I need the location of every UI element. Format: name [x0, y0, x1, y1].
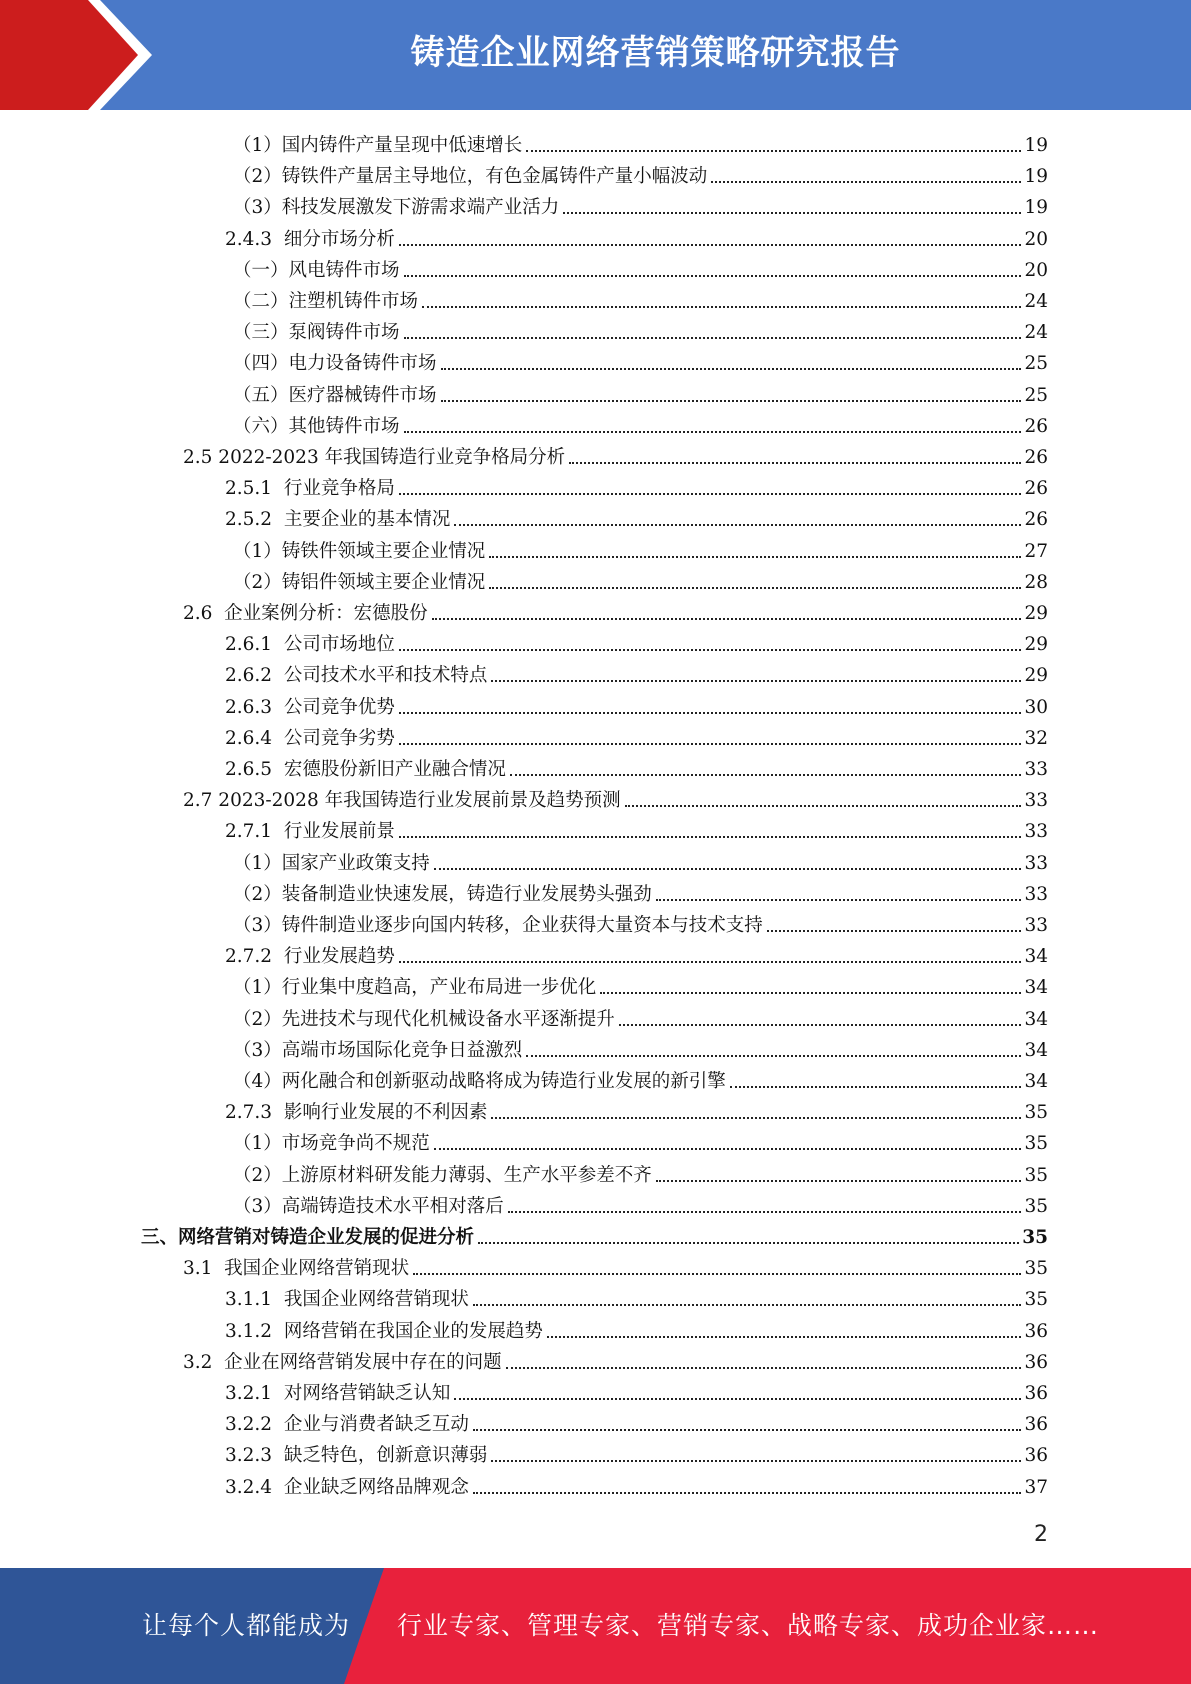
toc-entry-label: （四）电力设备铸件市场	[233, 353, 437, 375]
toc-entry-page: 34	[1024, 1039, 1048, 1061]
toc-dot-leader	[508, 1211, 1022, 1213]
page-footer	[0, 1568, 1191, 1684]
toc-dot-leader	[399, 743, 1022, 745]
toc-entry-label: 2.5.1 行业竞争格局	[225, 478, 395, 500]
toc-entry[interactable]	[233, 282, 1048, 313]
toc-entry-label: （1）市场竞争尚不规范	[233, 1133, 430, 1155]
toc-entry[interactable]	[225, 220, 1048, 251]
toc-dot-leader	[510, 774, 1022, 776]
toc-entry-label: 2.7 2023-2028 年我国铸造行业发展前景及趋势预测	[183, 790, 621, 812]
toc-entry-label: （二）注塑机铸件市场	[233, 291, 419, 312]
report-title: 铸造企业网络营销策略研究报告	[410, 33, 901, 73]
toc-entry[interactable]	[233, 1156, 1048, 1187]
toc-dot-leader	[422, 306, 1021, 308]
toc-entry-label: 2.6.3 公司竞争优势	[225, 696, 395, 718]
toc-entry[interactable]	[225, 625, 1048, 656]
toc-entry-page: 36	[1024, 1445, 1048, 1467]
toc-dot-leader	[489, 587, 1021, 589]
toc-entry-label: （2）装备制造业快速发展，铸造行业发展势头强劲	[233, 883, 652, 905]
toc-entry-label: （2）先进技术与现代化机械设备水平逐渐提升	[233, 1008, 615, 1030]
toc-entry-label: （一）风电铸件市场	[233, 259, 400, 281]
toc-dot-leader	[478, 1242, 1019, 1244]
toc-dot-leader	[399, 244, 1022, 246]
toc-dot-leader	[526, 1055, 1021, 1057]
toc-entry-label: 3.1.1 我国企业网络营销现状	[225, 1289, 469, 1311]
toc-entry-page: 33	[1024, 821, 1048, 843]
toc-entry-label: 3.2.1 对网络营销缺乏认知	[225, 1383, 451, 1404]
toc-entry[interactable]	[233, 1062, 1048, 1093]
toc-entry[interactable]	[233, 1187, 1048, 1218]
toc-dot-leader	[432, 618, 1022, 620]
toc-entry-page: 35	[1024, 1133, 1048, 1155]
toc-entry-page: 24	[1024, 291, 1048, 312]
toc-entry[interactable]	[183, 594, 1048, 625]
toc-dot-leader	[619, 1024, 1022, 1026]
toc-entry-label: 2.5 2022-2023 年我国铸造行业竞争格局分析	[183, 447, 566, 468]
toc-entry[interactable]	[225, 937, 1048, 968]
toc-entry[interactable]	[233, 532, 1048, 563]
toc-entry-page: 35	[1022, 1227, 1048, 1248]
toc-entry[interactable]	[225, 656, 1048, 687]
toc-entry-label: （2）上游原材料研发能力薄弱、生产水平参差不齐	[233, 1164, 652, 1186]
toc-dot-leader	[767, 930, 1022, 932]
toc-entry-page: 20	[1024, 259, 1048, 281]
footer-slogan-right: 行业专家、管理专家、营销专家、战略专家、成功企业家……	[397, 1611, 1100, 1640]
toc-entry-page: 36	[1024, 1383, 1048, 1404]
toc-entry-label: 2.6 企业案例分析：宏德股份	[183, 603, 428, 624]
toc-entry-page: 26	[1024, 478, 1048, 500]
toc-entry-page: 33	[1024, 852, 1048, 874]
toc-dot-leader	[569, 462, 1021, 464]
toc-dot-leader	[473, 1492, 1022, 1494]
toc-entry[interactable]	[141, 1218, 1048, 1249]
toc-dot-leader	[441, 368, 1022, 370]
toc-dot-leader	[399, 961, 1022, 963]
toc-dot-leader	[526, 150, 1021, 152]
toc-entry[interactable]	[225, 719, 1048, 750]
toc-entry-label: 三、网络营销对铸造企业发展的促进分析	[141, 1227, 475, 1248]
toc-dot-leader	[399, 836, 1022, 838]
toc-entry-page: 33	[1024, 915, 1048, 936]
toc-entry-label: 2.4.3 细分市场分析	[225, 228, 395, 250]
toc-dot-leader	[399, 712, 1022, 714]
toc-entry-label: 3.1 我国企业网络营销现状	[183, 1258, 410, 1280]
header-chevron-red	[0, 0, 138, 110]
toc-entry-label: 3.1.2 网络营销在我国企业的发展趋势	[225, 1320, 543, 1342]
toc-entry[interactable]	[233, 251, 1048, 282]
toc-entry-page: 35	[1024, 1102, 1048, 1124]
toc-entry-label: （3）高端铸造技术水平相对落后	[233, 1195, 504, 1217]
toc-entry-page: 33	[1024, 883, 1048, 905]
toc-entry[interactable]	[183, 781, 1048, 812]
toc-dot-leader	[506, 1367, 1022, 1369]
toc-entry-page: 19	[1024, 166, 1048, 188]
toc-entry-page: 29	[1024, 634, 1048, 656]
toc-dot-leader	[489, 556, 1021, 558]
toc-entry-label: 2.5.2 主要企业的基本情况	[225, 509, 451, 531]
toc-dot-leader	[454, 524, 1021, 526]
toc-entry-label: 3.2.3 缺乏特色，创新意识薄弱	[225, 1445, 488, 1467]
toc-entry-label: （1）行业集中度趋高，产业布局进一步优化	[233, 977, 597, 999]
toc-entry[interactable]	[233, 1124, 1048, 1155]
toc-dot-leader	[656, 899, 1022, 901]
toc-entry-label: （1）铸铁件领域主要企业情况	[233, 540, 486, 562]
toc-entry[interactable]	[225, 500, 1048, 531]
toc-entry[interactable]	[225, 812, 1048, 843]
footer-slogan-left: 让每个人都能成为	[142, 1611, 351, 1640]
toc-dot-leader	[399, 649, 1022, 651]
toc-entry-page: 20	[1024, 228, 1048, 250]
toc-entry-label: （3）科技发展激发下游需求端产业活力	[233, 197, 560, 219]
toc-entry-page: 25	[1024, 384, 1048, 406]
toc-entry-page: 34	[1024, 1008, 1048, 1030]
toc-entry-page: 27	[1024, 540, 1048, 562]
toc-entry-page: 25	[1024, 353, 1048, 375]
toc-dot-leader	[404, 337, 1022, 339]
toc-entry[interactable]	[225, 1374, 1048, 1405]
toc-dot-leader	[600, 992, 1021, 994]
toc-entry-label: 2.6.2 公司技术水平和技术特点	[225, 665, 488, 687]
toc-entry-page: 29	[1024, 603, 1048, 624]
page-header	[0, 0, 1191, 110]
toc-entry-page: 32	[1024, 727, 1048, 749]
toc-entry-label: 2.6.4 公司竞争劣势	[225, 727, 395, 749]
toc-dot-leader	[441, 400, 1022, 402]
toc-entry-label: （2）铸铁件产量居主导地位，有色金属铸件产量小幅波动	[233, 166, 708, 188]
toc-dot-leader	[656, 1180, 1022, 1182]
page-number: 2	[1034, 1522, 1048, 1547]
toc-entry[interactable]	[233, 407, 1048, 438]
toc-entry-page: 34	[1024, 1071, 1048, 1092]
header-chevron-decoration	[0, 0, 160, 110]
toc-entry-page: 19	[1024, 197, 1048, 219]
toc-entry[interactable]	[225, 1280, 1048, 1311]
toc-entry-page: 33	[1024, 759, 1048, 780]
toc-entry[interactable]	[233, 1031, 1048, 1062]
toc-entry[interactable]	[233, 313, 1048, 344]
toc-entry[interactable]	[233, 188, 1048, 219]
toc-entry[interactable]	[233, 344, 1048, 375]
toc-entry-label: （三）泵阀铸件市场	[233, 322, 400, 344]
toc-dot-leader	[404, 275, 1022, 277]
toc-entry-page: 34	[1024, 977, 1048, 999]
toc-entry-label: 2.7.1 行业发展前景	[225, 821, 395, 843]
toc-entry-label: 3.2 企业在网络营销发展中存在的问题	[183, 1351, 502, 1373]
toc-dot-leader	[434, 1148, 1022, 1150]
toc-entry[interactable]	[225, 750, 1048, 781]
toc-entry[interactable]	[233, 126, 1048, 157]
toc-dot-leader	[454, 1398, 1021, 1400]
toc-entry[interactable]	[225, 1093, 1048, 1124]
toc-entry[interactable]	[225, 688, 1048, 719]
toc-entry[interactable]	[233, 563, 1048, 594]
toc-dot-leader	[434, 868, 1022, 870]
toc-entry[interactable]	[233, 844, 1048, 875]
toc-entry-page: 35	[1024, 1289, 1048, 1311]
toc-entry-page: 29	[1024, 665, 1048, 687]
toc-entry-label: （3）高端市场国际化竞争日益激烈	[233, 1039, 523, 1061]
toc-entry-label: 3.2.2 企业与消费者缺乏互动	[225, 1414, 469, 1436]
toc-entry[interactable]	[183, 1343, 1048, 1374]
toc-dot-leader	[491, 1460, 1021, 1462]
toc-entry-label: （1）国内铸件产量呈现中低速增长	[233, 135, 523, 156]
toc-entry[interactable]	[183, 1249, 1048, 1280]
toc-entry[interactable]	[225, 1436, 1048, 1467]
toc-dot-leader	[473, 1304, 1022, 1306]
toc-entry-label: 2.6.1 公司市场地位	[225, 634, 395, 656]
toc-entry-page: 35	[1024, 1195, 1048, 1217]
toc-entry-label: 2.7.2 行业发展趋势	[225, 946, 395, 968]
toc-entry-page: 36	[1024, 1320, 1048, 1342]
toc-entry[interactable]	[233, 1000, 1048, 1031]
toc-dot-leader	[730, 1086, 1022, 1088]
toc-entry-page: 28	[1024, 571, 1048, 593]
toc-entry[interactable]	[233, 968, 1048, 999]
toc-entry-label: （2）铸铝件领域主要企业情况	[233, 571, 486, 593]
toc-entry[interactable]	[233, 875, 1048, 906]
toc-dot-leader	[547, 1336, 1022, 1338]
toc-entry-page: 26	[1024, 509, 1048, 531]
toc-entry-page: 37	[1024, 1476, 1048, 1498]
toc-entry-page: 26	[1024, 447, 1048, 468]
toc-dot-leader	[473, 1429, 1022, 1431]
toc-entry-page: 35	[1024, 1258, 1048, 1280]
toc-entry-label: 2.7.3 影响行业发展的不利因素	[225, 1102, 488, 1124]
toc-dot-leader	[413, 1273, 1021, 1275]
toc-dot-leader	[491, 1117, 1021, 1119]
toc-entry[interactable]	[233, 157, 1048, 188]
toc-entry-page: 19	[1024, 135, 1048, 156]
toc-dot-leader	[491, 680, 1021, 682]
toc-entry-page: 35	[1024, 1164, 1048, 1186]
toc-entry-page: 36	[1024, 1351, 1048, 1373]
toc-entry-label: （1）国家产业政策支持	[233, 852, 430, 874]
toc-entry-label: （六）其他铸件市场	[233, 415, 400, 437]
toc-entry-page: 30	[1024, 696, 1048, 718]
toc-entry-page: 33	[1024, 790, 1048, 812]
toc-entry-page: 26	[1024, 415, 1048, 437]
toc-entry-page: 36	[1024, 1414, 1048, 1436]
toc-entry[interactable]	[233, 906, 1048, 937]
toc-entry-label: （3）铸件制造业逐步向国内转移，企业获得大量资本与技术支持	[233, 915, 763, 936]
toc-dot-leader	[711, 181, 1021, 183]
toc-entry[interactable]	[225, 1405, 1048, 1436]
toc-entry[interactable]	[233, 376, 1048, 407]
toc-entry[interactable]	[225, 1468, 1048, 1499]
toc-entry[interactable]	[225, 1312, 1048, 1343]
toc-dot-leader	[404, 431, 1022, 433]
toc-entry[interactable]	[225, 469, 1048, 500]
toc-entry-label: 3.2.4 企业缺乏网络品牌观念	[225, 1476, 469, 1498]
toc-entry-page: 24	[1024, 322, 1048, 344]
toc-entry[interactable]	[183, 438, 1048, 469]
toc-entry-label: （4）两化融合和创新驱动战略将成为铸造行业发展的新引擎	[233, 1071, 726, 1092]
toc-entry-page: 34	[1024, 946, 1048, 968]
toc-entry-label: （五）医疗器械铸件市场	[233, 384, 437, 406]
toc-dot-leader	[625, 805, 1022, 807]
toc-dot-leader	[399, 493, 1022, 495]
toc-entry-label: 2.6.5 宏德股份新旧产业融合情况	[225, 759, 506, 780]
toc-dot-leader	[563, 212, 1021, 214]
